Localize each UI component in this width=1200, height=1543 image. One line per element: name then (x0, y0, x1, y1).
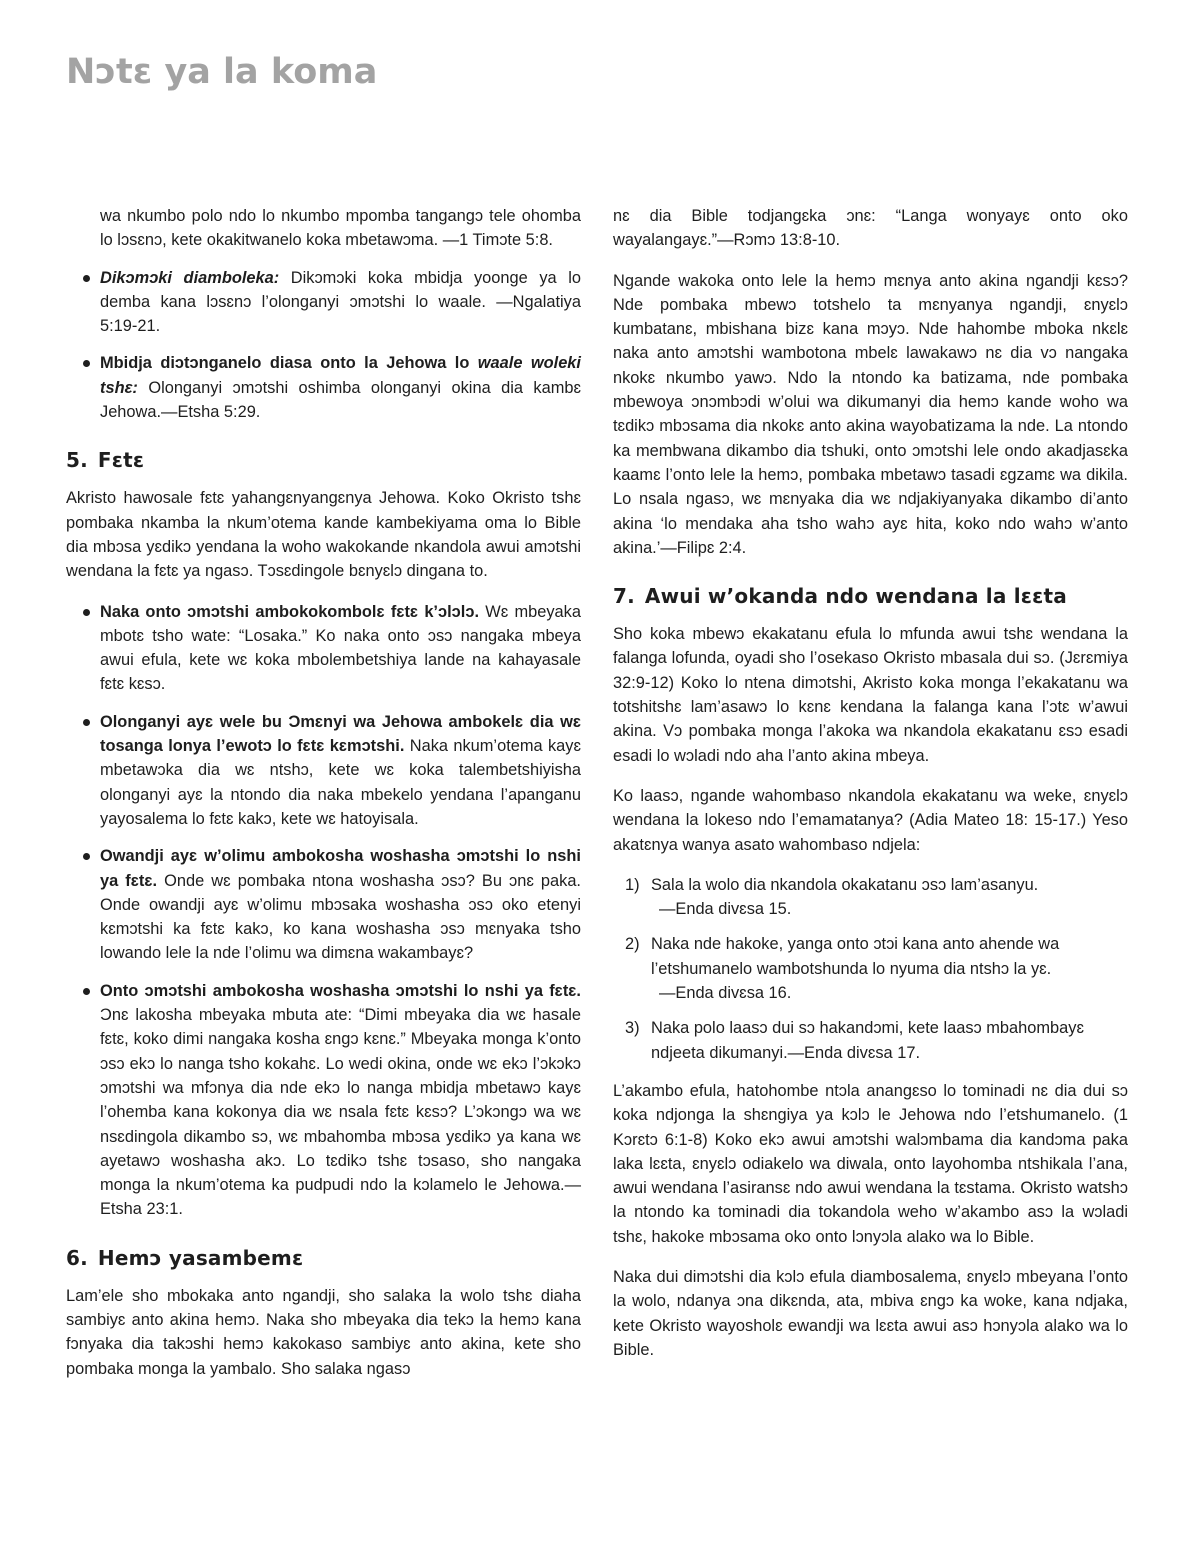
step-item (613, 1016, 1128, 1065)
section-title: Fɛtɛ (97, 448, 145, 473)
section5-list (66, 600, 581, 1222)
paragraph: Akristo hawosale fɛtɛ yahangɛnyangɛnya Jehowa. Koko Okristo tshɛ pombaka nkamba la nkum’otema kande kambekiyama oma lo Bible dia mbɔsa yɛdikɔ yendana la woho wakokande nkandola awui amɔtshi wendana la fɛtɛ ya ngasɔ. Tɔsɛdingole bɛnyɛlɔ dingana to. (66, 489, 581, 581)
bullet-item (66, 979, 581, 1222)
bullet-text: Ɔnɛ lakosha mbeyaka mbuta ate: “Dimi mbeyaka dia wɛ hasale fɛtɛ, koko dimi nangaka kosha ɛngɔ kɛnɛ.” Mbeyaka monga k’onto ɔsɔ ekɔ lo nanga tsho kokahɛ. Lo wedi okina, onde wɛ ekɔ l’ɔkɔkɔ ɔmɔtshi wa mfɔnya dia nde ekɔ lo nanga mbidja mbetawɔ kayɛ l’ohemba kana kokonya dia wɛ nsala fɛtɛ kɛsɔ? L’ɔkɔngɔ wa wɛ nsɛdingola dikambo sɔ, wɛ mbahomba mbɔsa yɛdikɔ ya kana wɛ ayetawɔ woshasha akɔ. Lo tɛdikɔ tshɛ tɔsaso, sho nangaka monga la nkum’otema ka pudpudi ndo la kɔlamelo le Jehowa.—Etsha 23:1. (100, 1006, 581, 1219)
section-heading-7 (613, 584, 1128, 608)
bullet-item (66, 600, 581, 697)
paragraph: Sho koka mbewɔ ekakatanu efula lo mfunda awui tshɛ wendana la falanga lofunda, oyadi sho l’osekaso Okristo mbasala dui sɔ. (Jɛrɛmiya 32:9-12) Koko lo ntena dimɔtshi, Akristo koka monga l’ekakatanu wa totshitshɛ lam’asawɔ lo kɛnɛ kendana la falanga kana l’ɔtɛ w’awui akina. Vɔ pombaka monga l’akoka wa nkandola ekakatanu ɛsɔ esadi esadi lo wɔladi ndo aha l’anto akina mbeya. (613, 625, 1128, 765)
paragraph: nɛ dia Bible todjangɛka ɔnɛ: “Langa wonyayɛ onto oko wayalangayɛ.”—Rɔmɔ 13:8-10. (613, 207, 1128, 250)
step-item (613, 873, 1128, 922)
step-number: 3) (625, 1019, 640, 1038)
paragraph: Ko laasɔ, ngande wahombaso nkandola ekakatanu wa weke, ɛnyɛlɔ wendana la lokeso ndo l’emamatanya? (Adia Mateo 18: 15-17.) Yeso akatɛnya wanya asato wahombaso ndjela: (613, 786, 1128, 854)
bullet-text: Naka nkum’otema kayɛ mbetawɔka dia wɛ ntshɔ, kete wɛ koka talembetshiyisha olonganyi ayɛ la ntondo dia naka mbekelo yendana l’apanganu yayosalema lo fɛtɛ kakɔ, kete wɛ hatoyisala. (100, 737, 581, 828)
bullet-text: Dikɔmɔki koka mbidja yoonge ya lo demba kana lɔsɛnɔ l’olonganyi ɔmɔtshi lo waale. —Ngalatiya 5:19-21. (100, 268, 581, 336)
bullet-lead: Olonganyi ayɛ wele bu Ɔmɛnyi wa Jehowa ambokelɛ dia wɛ tosanga lonya l’ewotɔ lo fɛtɛ kɛmɔtshi. (100, 712, 581, 756)
step-reference: —Enda divɛsa 16. (659, 984, 792, 1003)
bullet-lead: Onto ɔmɔtshi ambokosha woshasha ɔmɔtshi lo nshi ya fɛtɛ. (100, 981, 581, 1000)
intro-continuation-text: wa nkumbo polo ndo lo nkumbo mpomba tangangɔ tele ohomba lo lɔsɛnɔ, kete okakitwanelo koka mbetawɔma. —1 Timɔte 5:8. (100, 207, 581, 250)
bullet-item (66, 351, 581, 424)
bullet-text: Olonganyi ɔmɔtshi oshimba olonganyi okina dia kambɛ Jehowa.—Etsha 5:29. (100, 378, 581, 422)
bullet-lead: Naka onto ɔmɔtshi ambokokombolɛ fɛtɛ k’ɔlɔlɔ. (100, 602, 479, 621)
paragraph: Naka dui dimɔtshi dia kɔlɔ efula diambosalema, ɛnyɛlɔ mbeyana l’onto la wolo, ndanya ɔna dikɛnda, ata, mbiva ɛngɔ ka woke, kana ndjaka, kete Okristo wayosholɛ ewandji wa lɛɛta awui asɔ hɔnyɔla alako wa lo Bible. (613, 1267, 1128, 1359)
step-text: Naka nde hakoke, yanga onto ɔtɔi kana anto ahende wa l’etshumanelo wambotshunda lo nyuma dia ntshɔ la yɛ. (651, 935, 1060, 978)
bullet-lead (100, 269, 279, 287)
section-number: 5. (66, 448, 88, 473)
step-text: Sala la wolo dia nkandola okakatanu ɔsɔ lam’asanyu. (651, 875, 1039, 894)
bullet-item (66, 710, 581, 831)
bullet-lead-italic: Dikɔmɔki diamboleka: (100, 268, 280, 287)
paragraph: Lam’ele sho mbokaka anto ngandji, sho salaka la wolo tshɛ diaha sambiyɛ anto akina hemɔ. Naka sho mbeyaka dia tekɔ la hemɔ kana fɔnyaka dia takɔshi hemɔ kakokaso sambiyɛ anto akina, kete sho pombaka monga la yambalo. Sho salaka ngasɔ (66, 1286, 581, 1378)
right-column (613, 204, 1128, 1378)
bullet-text: Wɛ mbeyaka mbotɛ tsho wate: “Losaka.” Ko naka onto ɔsɔ nangaka mbeya awui efula, kete wɛ koka mbolembetshiya lande na kahayasale fɛtɛ kɛsɔ. (100, 602, 581, 694)
running-head: Nɔtɛ ya la koma (66, 52, 378, 92)
step-number: 2) (625, 935, 640, 954)
paragraph: L’akambo efula, hatohombe ntɔla anangɛso lo tominadi nɛ dia dui sɔ koka ndjonga la shɛngiya ya kɔlɔ le Jehowa ndo l’etshumanelo. (1 Kɔrɛtɔ 6:1-8) Koko ekɔ awui amɔtshi walɔmbama dia kandɔma paka laka lɛɛta, ɛnyɛlɔ odiakelo wa diwala, onto layohomba ntshikala l’ana, awui wendana l’asiransɛ ndo awui wendana la tɛstama. Okristo watshɔ la ntondo ka tominadi dia tokandola weho w’akambo asɔ la wɔladi tshɛ, hakoke mbɔsama oko onto lɔnyɔla alako wa lo Bible. (613, 1081, 1128, 1246)
bullet-item (66, 844, 581, 965)
intro-continuation (66, 204, 581, 253)
bullet-lead-plain: Mbidja diɔtɔnganelo diasa onto la Jehowa lo (100, 354, 478, 373)
paragraph: Ngande wakoka onto lele la hemɔ mɛnya anto akina ngandji kɛsɔ? Nde pombaka mbewɔ totshelo ta mɛnyanya ngandji, ɛnyɛlɔ kumbatanɛ, mbishana bizɛ kana mɔyɔ. Nde hahombe mboka nkɛlɛ naka anto amɔtshi wambotona mbelɛ lawakawɔ nɛ dia vɔ nangaka nkokɛ nkumbo yawɔ. Ndo la ntondo ka batizama, nde pombaka mbewoya ɔnɔmbɔdi w’olui wa dikumanyi dia hemɔ kande woho wa tɛdikɔ mbɔsama dia nkokɛ anto akina wayobatizama la nde. La ntondo ka membwana dikambo dia tshuki, onto ɔmɔtshi lele ondo akadjasɛka kaamɛ l’onto lele la hemɔ, pombaka mbetawɔ tasadi ɛgzamɛ wa dikila. Lo nsala ngasɔ, wɛ mɛnyaka dia wɛ ndjakiyanyaka dikambo di’anto akina ‘lo mendaka aha tsho wahɔ ayɛ hita, koko ndo wahɔ w’anto akina.’—Filipɛ 2:4. (613, 271, 1128, 557)
section-heading-6 (66, 1246, 581, 1270)
step-reference: —Enda divɛsa 15. (659, 900, 792, 919)
intro-list (66, 204, 581, 424)
section-title: Hemɔ yasambemɛ (97, 1245, 304, 1270)
steps-list (613, 873, 1128, 1065)
left-column (66, 204, 581, 1397)
section-heading-5 (66, 448, 581, 472)
bullet-item (66, 266, 581, 339)
step-number: 1) (625, 875, 640, 894)
bullet-lead: Owandji ayɛ w’olimu ambokosha woshasha ɔmɔtshi lo nshi ya fɛtɛ. (100, 847, 581, 890)
bullet-lead-italic: waale woleki tshɛ: (100, 354, 581, 397)
section-number: 7. (613, 584, 635, 609)
section-title: Awui w’okanda ndo wendana la lɛɛta (644, 584, 1067, 609)
step-text: Naka polo laasɔ dui sɔ hakandɔmi, kete laasɔ mbahombayɛ ndjeeta dikumanyi.—Enda divɛsa 17. (651, 1019, 1084, 1062)
step-item (613, 932, 1128, 1005)
bullet-text: Onde wɛ pombaka ntona woshasha ɔsɔ? Bu ɔnɛ paka. Onde owandji ayɛ w’olimu mbɔsaka woshasha ɔsɔ oko etenyi kɛmɔtshi ka fɛtɛ kakɔ, ko kana woshasha ɔsɔ mɛnyaka tsho lowando lele la nde l’olimu wa dimɛna wakambayɛ? (100, 871, 581, 963)
section-number: 6. (66, 1245, 88, 1270)
